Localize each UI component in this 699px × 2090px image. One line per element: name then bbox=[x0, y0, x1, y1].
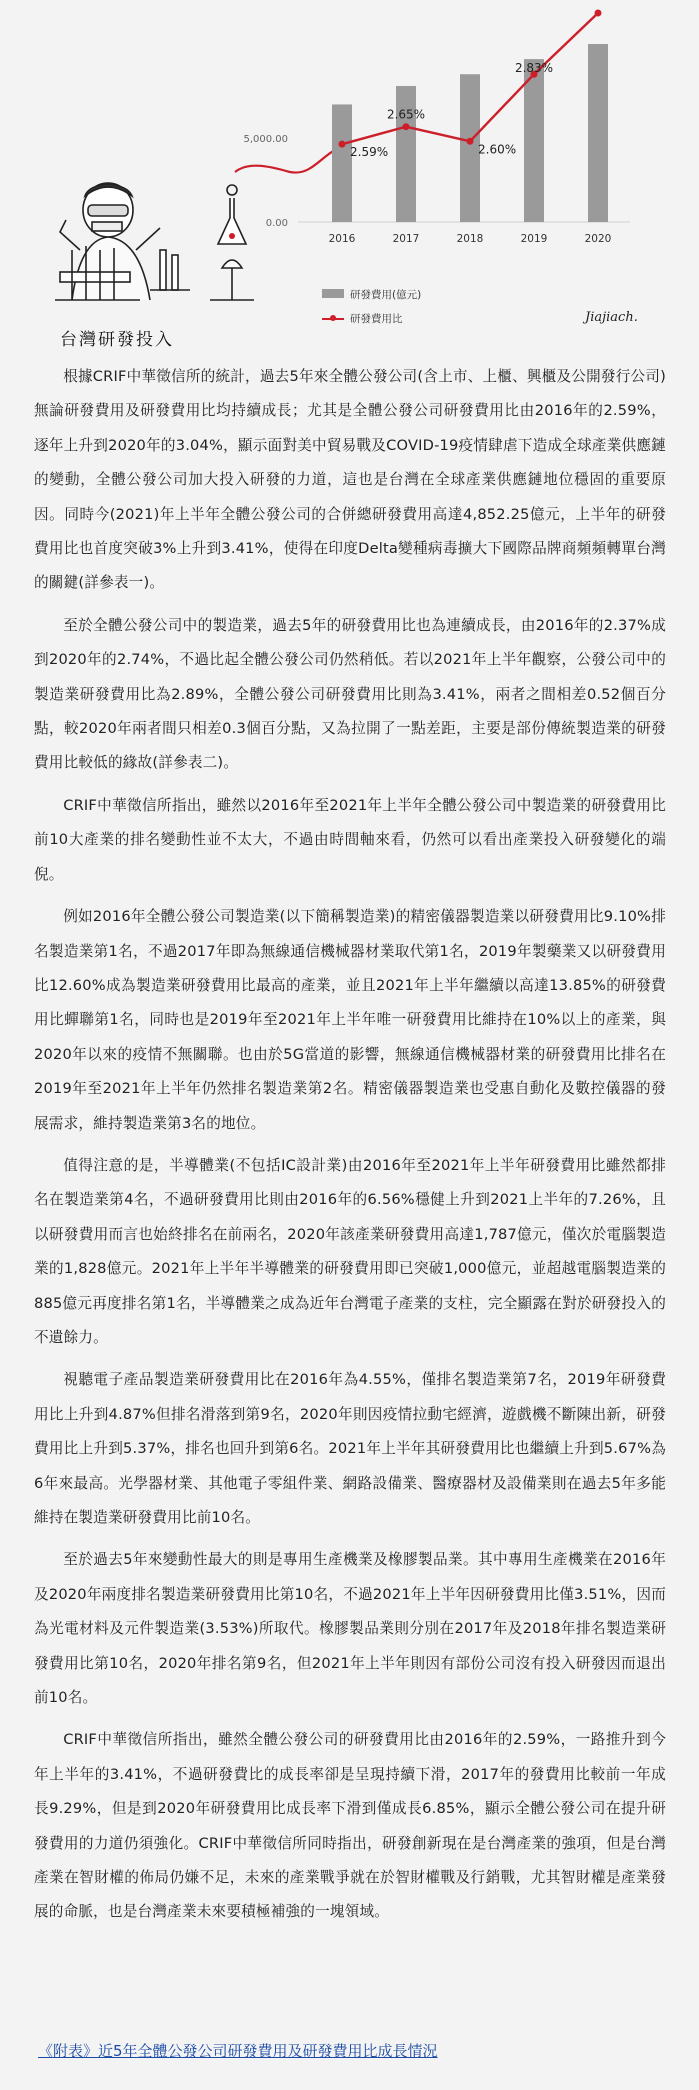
x-tick-label: 2019 bbox=[520, 233, 548, 245]
bar-2017 bbox=[396, 86, 416, 222]
ratio-point-2016 bbox=[339, 141, 346, 148]
article-paragraph: CRIF中華徵信所指出，雖然以2016年至2021年上半年全體公發公司中製造業的研發費用比前10大產業的排名變動性並不太大，不過由時間軸來看，仍然可以看出產業投入研發變化的端倪。 bbox=[34, 796, 666, 883]
legend-label-bar: 研發費用(億元) bbox=[350, 289, 422, 301]
bar-2018 bbox=[460, 74, 480, 222]
article-paragraph: 值得注意的是，半導體業(不包括IC設計業)由2016年至2021年上半年研發費用比雖然都排名在製造業第4名，不過研發費用比則由2016年的6.56%穩健上升到2021上半年的7.26%，且以研發費用而言也始終排名在前兩名，2020年該產業研發費用高達1,787億元，僅次於電腦製造業的1,828億元。2021年上半年半導體業的研發費用即已突破1,000億元，並超越電腦製造業的885億元再度排名第1名，半導體業之成為近年台灣電子產業的支柱，完全顯露在對於研發投入的不遺餘力。 bbox=[34, 1156, 666, 1346]
x-tick-label: 2018 bbox=[456, 233, 484, 245]
data-label: 2.83% bbox=[514, 61, 554, 76]
artist-signature: Jiajiach. bbox=[585, 310, 638, 325]
illustration-caption: 台灣研發投入 bbox=[60, 330, 174, 350]
x-tick-label: 2017 bbox=[392, 233, 420, 245]
data-label: 2.60% bbox=[478, 142, 517, 157]
plot-area bbox=[243, 0, 630, 245]
article-paragraph: 至於過去5年來變動性最大的則是專用生產機業及橡膠製品業。其中專用生產機業在2016年及2020年兩度排名製造業研發費用比第10名，不過2021年上半年因研發費用比僅3.51%，因而為光電材料及元件製造業(3.53%)所取代。橡膠製品業則分別在2017年及2018年排名製造業研發費用比第10名，2020年排名第9名，但2021年上半年則因有部份公司沒有投入研發因而退出前10名。 bbox=[34, 1551, 666, 1707]
x-tick-label: 2016 bbox=[328, 233, 356, 245]
legend-bar-swatch bbox=[322, 289, 344, 298]
article-paragraph: 至於全體公發公司中的製造業，過去5年的研發費用比也為連續成長，由2016年的2.37%成到2020年的2.74%，不過比起全體公發公司仍然稍低。若以2021年上半年觀察，公發公司中的製造業研發費用比為2.89%，全體公發公司研發費用比則為3.41%，兩者之間相差0.52個百分點，較2020年兩者間只相差0.3個百分點，又為拉開了一點差距，主要是部份傳統製造業的研發費用比較低的緣故(詳參表二)。 bbox=[34, 616, 666, 772]
bar-2016 bbox=[332, 104, 352, 222]
chart-figure bbox=[0, 0, 699, 350]
legend-label-line: 研發費用比 bbox=[350, 313, 403, 325]
bar-2019 bbox=[524, 59, 544, 222]
appendix-link[interactable]: 《附表》近5年全體公發公司研發費用及研發費用比成長情況 bbox=[38, 2042, 438, 2060]
y-tick-label: 0.00 bbox=[265, 218, 288, 229]
ratio-point-2020 bbox=[595, 10, 602, 17]
ratio-point-2018 bbox=[467, 138, 474, 145]
data-label: 2.65% bbox=[386, 107, 426, 122]
article-paragraph: CRIF中華徵信所指出，雖然全體公發公司的研發費用比由2016年的2.59%，一路推升到今年上半年的3.41%，不過研發費比的成長率卻是呈現持續下滑，2017年的發費用比較前一年成長9.29%，但是到2020年研發費用比成長率下滑到僅成長6.85%，顯示全體公發公司在提升研發費用的力道仍須強化。CRIF中華徵信所同時指出，研發創新現在是台灣產業的強項，但是台灣產業在智財權的佈局仍嫌不足，未來的產業戰爭就在於智財權戰及行銷戰，尤其智財權是產業發展的命脈，也是台灣產業未來要積極補強的一塊領域。 bbox=[34, 1731, 666, 1921]
ratio-point-2017 bbox=[403, 123, 410, 130]
article-paragraph: 根據CRIF中華徵信所的統計，過去5年來全體公發公司(含上市、上櫃、興櫃及公開發行公司)無論研發費用及研發費用比均持續成長；尤其是全體公發公司研發費用比由2016年的2.59%，逐年上升到2020年的3.04%，顯示面對美中貿易戰及COVID-19疫情肆虐下造成全球產業供應鏈的變動，全體公發公司加大投入研發的力道，這也是台灣在全球產業供應鏈地位穩固的重要原因。同時今(2021)年上半年全體公發公司的合併總研發費用高達4,852.25億元，上半年的研發費用比也首度突破3%上升到3.41%，使得在印度Delta變種病毒擴大下國際品牌商頻頻轉單台灣的關鍵(詳參表一)。 bbox=[34, 368, 666, 592]
article-paragraph: 視聽電子產品製造業研發費用比在2016年為4.55%，僅排名製造業第7名，2019年研發費用比上升到4.87%但排名滑落到第9名，2020年則因疫情拉動宅經濟，遊戲機不斷陳出新，研發費用比上升到5.37%，排名也回升到第6名。2021年上半年其研發費用比也繼續上升到5.67%為6年來最高。光學器材業、其他電子零組件業、網路設備業、醫療器材及設備業則在過去5年多能維持在製造業研發費用比前10名。 bbox=[34, 1371, 666, 1526]
article-body bbox=[34, 360, 666, 1938]
legend-line-dot bbox=[330, 315, 336, 321]
bar-2020 bbox=[588, 44, 608, 222]
article-paragraph: 例如2016年全體公發公司製造業(以下簡稱製造業)的精密儀器製造業以研發費用比9.10%排名製造業第1名，不過2017年即為無線通信機械器材業取代第1名，2019年製藥業又以研發費用比12.60%成為製造業研發費用比最高的產業，並且2021年上半年繼續以高達13.85%的研發費用比蟬聯第1名，同時也是2019年至2021年上半年唯一研發費用比維持在10%以上的產業，與2020年以來的疫情不無關聯。也由於5G當道的影響，無線通信機械器材業的研發費用比排名在2019年至2021年上半年仍然排名製造業第2名。精密儀器製造業也受惠自動化及數控儀器的發展需求，維持製造業第3名的地位。 bbox=[34, 908, 666, 1132]
data-label: 2.59% bbox=[350, 145, 389, 160]
x-tick-label: 2020 bbox=[584, 233, 612, 245]
scientist-illustration bbox=[55, 150, 335, 300]
y-tick-label: 5,000.00 bbox=[243, 134, 288, 146]
